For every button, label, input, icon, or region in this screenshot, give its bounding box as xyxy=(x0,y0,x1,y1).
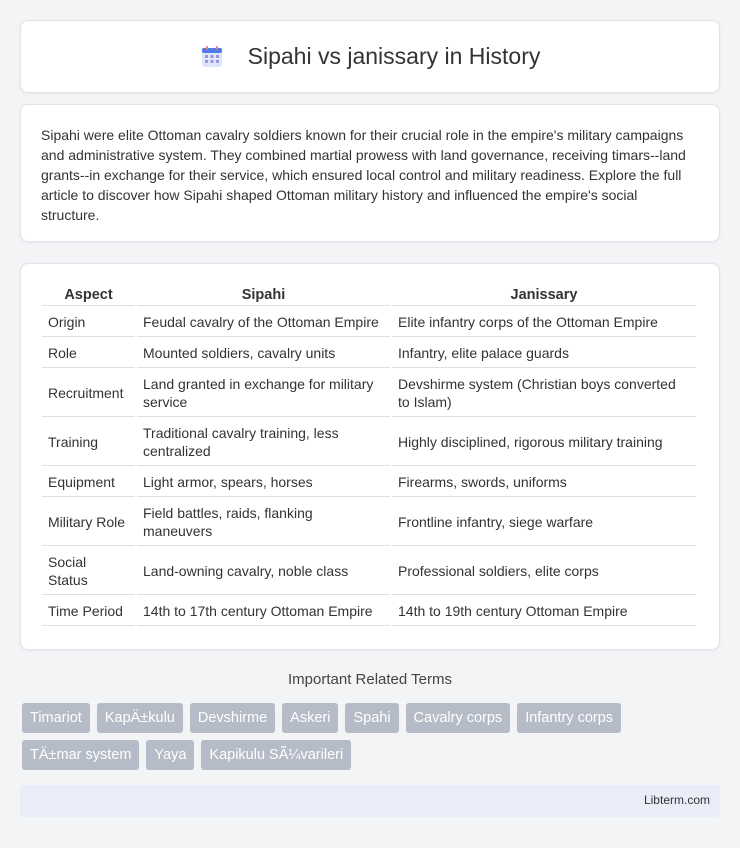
intro-card xyxy=(20,104,720,242)
table-cell: Feudal cavalry of the Ottoman Empire xyxy=(137,308,390,337)
related-tag-spahi[interactable]: Spahi xyxy=(345,703,398,733)
table-cell: Military Role xyxy=(42,499,135,546)
table-cell: Land-owning cavalry, noble class xyxy=(137,548,390,595)
related-tag-kapikulu[interactable]: KapÄ±kulu xyxy=(97,703,183,733)
table-row xyxy=(42,468,696,497)
table-cell: Infantry, elite palace guards xyxy=(392,339,696,368)
table-cell: Equipment xyxy=(42,468,135,497)
table-cell: Time Period xyxy=(42,597,135,626)
table-cell: Role xyxy=(42,339,135,368)
table-row xyxy=(42,419,696,466)
table-header-row xyxy=(42,284,696,306)
table-row xyxy=(42,308,696,337)
footer xyxy=(20,785,720,817)
header-card xyxy=(20,20,720,93)
intro-text: Sipahi were elite Ottoman cavalry soldiers known for their crucial role in the empire's military campaigns and administrative system. They combined martial prowess with land governance, receiving timars--land grants--in exchange for their service, which ensured local control and military readiness. Explore the full article to discover how Sipahi shaped Ottoman military history and influenced the empire's social structure. xyxy=(41,127,686,223)
related-tag-askeri[interactable]: Askeri xyxy=(282,703,338,733)
comparison-card xyxy=(20,263,720,650)
table-cell: Traditional cavalry training, less centralized xyxy=(137,419,390,466)
related-tag-kapikulu-suvarileri[interactable]: Kapikulu SÃ¼varileri xyxy=(201,740,351,770)
header-sipahi: Sipahi xyxy=(137,284,390,306)
related-tag-infantry-corps[interactable]: Infantry corps xyxy=(517,703,621,733)
table-row xyxy=(42,597,696,626)
table-cell: Devshirme system (Christian boys converted to Islam) xyxy=(392,370,696,417)
related-tag-timar-system[interactable]: TÄ±mar system xyxy=(22,740,139,770)
table-row xyxy=(42,499,696,546)
table-row xyxy=(42,548,696,595)
table-cell: Highly disciplined, rigorous military training xyxy=(392,419,696,466)
table-cell: Recruitment xyxy=(42,370,135,417)
table-row xyxy=(42,339,696,368)
calendar-icon xyxy=(200,45,224,69)
table-cell: 14th to 17th century Ottoman Empire xyxy=(137,597,390,626)
related-tag-timariot[interactable]: Timariot xyxy=(22,703,90,733)
header-janissary: Janissary xyxy=(392,284,696,306)
table-cell: Training xyxy=(42,419,135,466)
table-cell: Professional soldiers, elite corps xyxy=(392,548,696,595)
header-aspect: Aspect xyxy=(42,284,135,306)
table-row xyxy=(42,370,696,417)
related-terms-list xyxy=(22,703,722,777)
table-cell: Origin xyxy=(42,308,135,337)
related-tag-devshirme[interactable]: Devshirme xyxy=(190,703,275,733)
comparison-table xyxy=(40,282,698,628)
table-cell: Frontline infantry, siege warfare xyxy=(392,499,696,546)
related-tag-cavalry-corps[interactable]: Cavalry corps xyxy=(406,703,511,733)
table-cell: Elite infantry corps of the Ottoman Empire xyxy=(392,308,696,337)
table-cell: Social Status xyxy=(42,548,135,595)
related-tag-yaya[interactable]: Yaya xyxy=(146,740,194,770)
table-cell: 14th to 19th century Ottoman Empire xyxy=(392,597,696,626)
related-terms-title: Important Related Terms xyxy=(288,671,452,688)
page-title: Sipahi vs janissary in History xyxy=(247,43,541,69)
footer-link[interactable]: Libterm.com xyxy=(643,793,710,807)
table-cell: Field battles, raids, flanking maneuvers xyxy=(137,499,390,546)
table-cell: Land granted in exchange for military service xyxy=(137,370,390,417)
table-cell: Mounted soldiers, cavalry units xyxy=(137,339,390,368)
table-cell: Firearms, swords, uniforms xyxy=(392,468,696,497)
table-cell: Light armor, spears, horses xyxy=(137,468,390,497)
